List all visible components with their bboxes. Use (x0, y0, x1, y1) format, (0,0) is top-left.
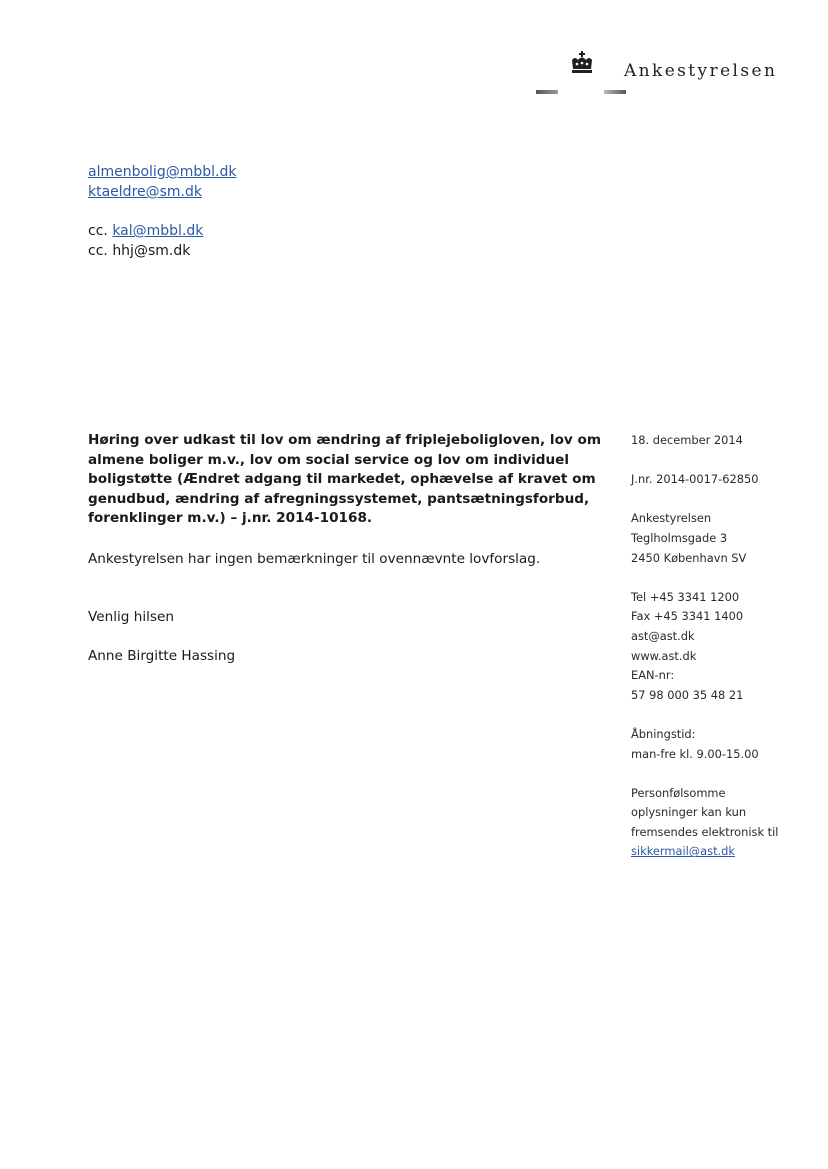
letter-date: 18. december 2014 (631, 433, 743, 447)
contact-website: www.ast.dk (631, 648, 697, 663)
cc-email-2: hhj@sm.dk (112, 243, 191, 259)
subject-line: Høring over udkast til lov om ændring af friplejeboligloven, lov om (88, 432, 602, 448)
contact-phone: Tel +45 3341 1200 (631, 589, 740, 604)
subject-line: boligstøtte (Ændret adgang til markedet, ophævelse af kravet om (88, 471, 596, 487)
cc-email-1[interactable]: kal@mbbl.dk (112, 223, 204, 239)
notice-line: fremsendes elektronisk til (631, 824, 779, 839)
agency-logo (566, 50, 826, 100)
ean-label: EAN-nr: (631, 668, 675, 683)
address-line: Ankestyrelsen (631, 511, 712, 526)
logo-stripe-left (536, 90, 558, 94)
subject-line: forenklinger m.v.) – j.nr. 2014-10168. (88, 510, 373, 526)
cc-label: cc. (88, 223, 108, 239)
sidebar-info (631, 431, 821, 862)
recipients-block (88, 162, 236, 261)
address-line: Teglholmsgade 3 (631, 530, 728, 545)
cc-label: cc. (88, 243, 108, 259)
address-line: 2450 København SV (631, 550, 747, 565)
agency-name: Ankestyrelsen (624, 61, 778, 81)
journal-number: J.nr. 2014-0017-62850 (631, 472, 759, 487)
hours-value: man-fre kl. 9.00-15.00 (631, 746, 759, 761)
letter-signature: Anne Birgitte Hassing (88, 648, 236, 664)
letter-subject (88, 431, 608, 529)
subject-line: genudbud, ændring af afregningssystemet, pantsætningsforbud, (88, 490, 590, 507)
crown-icon (568, 50, 596, 78)
letter-body: Ankestyrelsen har ingen bemærkninger til ovennævnte lovforslag. (88, 551, 541, 567)
secure-email-link[interactable]: sikkermail@ast.dk (631, 844, 736, 859)
logo-stripe-right (604, 90, 626, 94)
contact-fax: Fax +45 3341 1400 (631, 609, 744, 624)
recipient-email-1[interactable]: almenbolig@mbbl.dk (88, 164, 237, 180)
subject-line: almene boliger m.v., lov om social service og lov om individuel (88, 451, 570, 468)
contact-email: ast@ast.dk (631, 628, 695, 643)
notice-line: oplysninger kan kun (631, 805, 747, 820)
ean-number: 57 98 000 35 48 21 (631, 687, 744, 702)
hours-label: Åbningstid: (631, 726, 696, 741)
notice-line: Personfølsomme (631, 785, 726, 800)
letter-closing: Venlig hilsen (88, 609, 174, 625)
recipient-email-2[interactable]: ktaeldre@sm.dk (88, 184, 203, 200)
